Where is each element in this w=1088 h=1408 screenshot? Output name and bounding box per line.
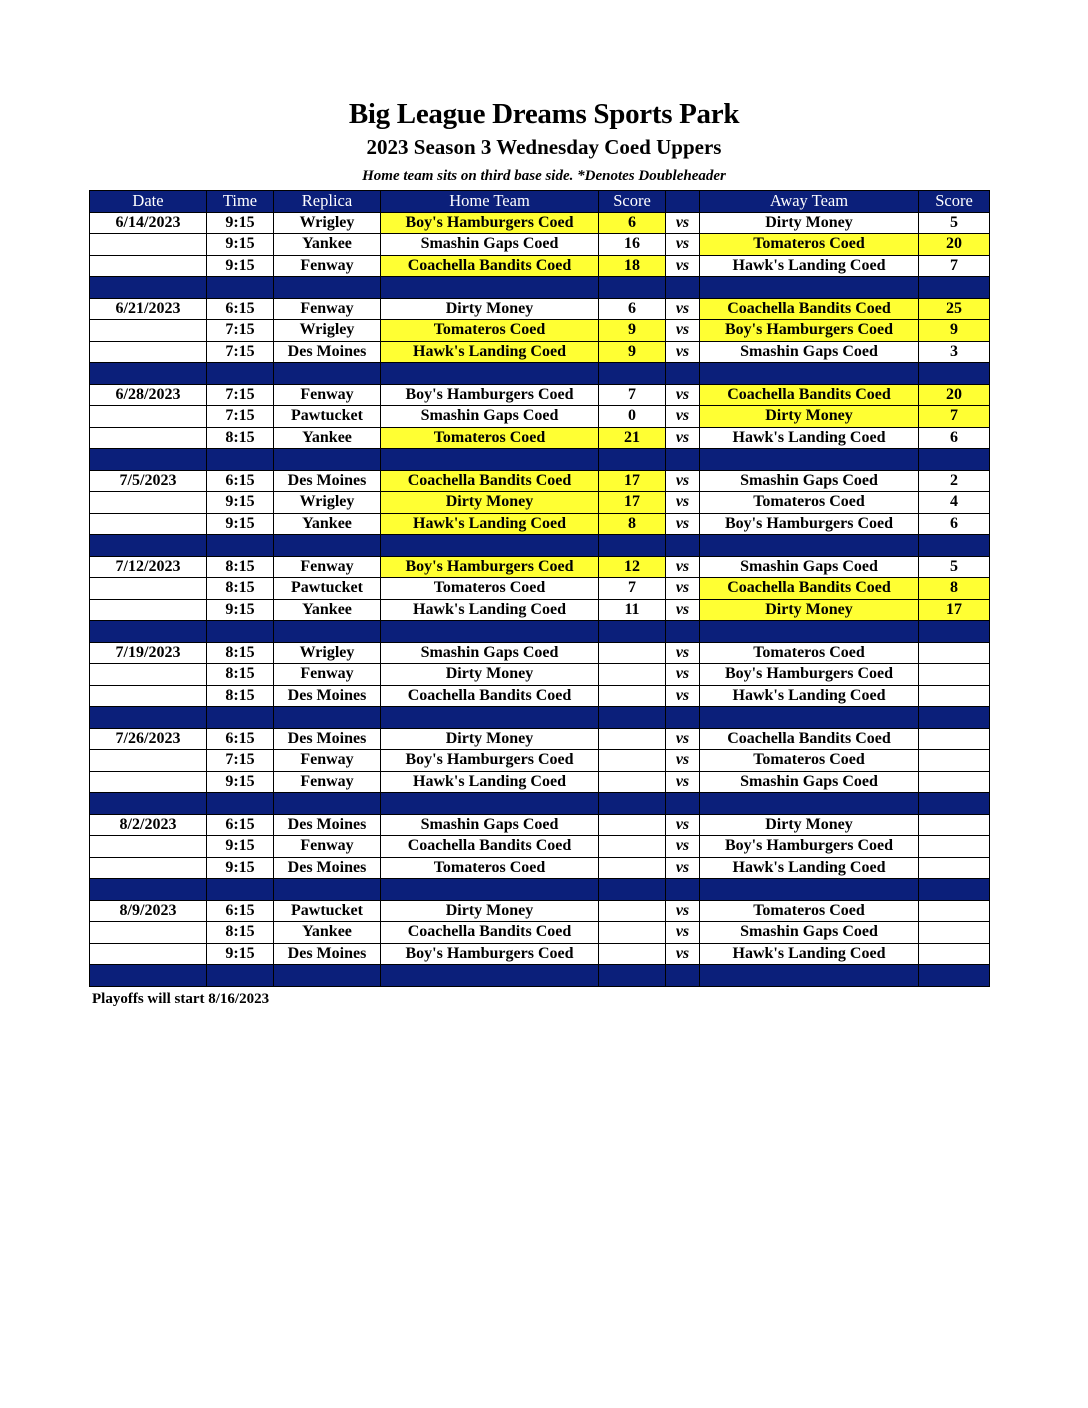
game-replica: Des Moines: [274, 470, 381, 492]
playoffs-note: Playoffs will start 8/16/2023: [92, 991, 270, 1007]
game-date: [90, 406, 207, 428]
game-date: [90, 771, 207, 793]
vs-label: vs: [666, 427, 700, 449]
game-time: 9:15: [207, 513, 274, 535]
away-team: Tomateros Coed: [700, 642, 919, 664]
home-team: Smashin Gaps Coed: [381, 814, 599, 836]
vs-label: vs: [666, 255, 700, 277]
game-replica: Des Moines: [274, 857, 381, 879]
home-team: Dirty Money: [381, 298, 599, 320]
away-team: Coachella Bandits Coed: [700, 384, 919, 406]
away-team: Hawk's Landing Coed: [700, 427, 919, 449]
home-team: Boy's Hamburgers Coed: [381, 943, 599, 965]
week-separator: [90, 449, 990, 471]
game-replica: Wrigley: [274, 212, 381, 234]
game-replica: Fenway: [274, 384, 381, 406]
vs-label: vs: [666, 556, 700, 578]
vs-label: vs: [666, 513, 700, 535]
game-row: [90, 750, 990, 772]
game-time: 8:15: [207, 427, 274, 449]
col-header-away-team: Away Team: [700, 191, 919, 213]
col-header-date: Date: [90, 191, 207, 213]
week-separator: [90, 621, 990, 643]
page-title: Big League Dreams Sports Park: [348, 98, 740, 130]
game-row: [90, 384, 990, 406]
vs-label: vs: [666, 320, 700, 342]
home-score: 7: [599, 384, 666, 406]
away-score: 17: [919, 599, 990, 621]
game-row: [90, 857, 990, 879]
home-score: 16: [599, 234, 666, 256]
home-team: Smashin Gaps Coed: [381, 406, 599, 428]
away-score: 7: [919, 406, 990, 428]
home-team: Boy's Hamburgers Coed: [381, 212, 599, 234]
home-score: 6: [599, 212, 666, 234]
game-row: [90, 836, 990, 858]
game-row: [90, 900, 990, 922]
away-score: [919, 664, 990, 686]
away-team: Dirty Money: [700, 599, 919, 621]
away-team: Dirty Money: [700, 406, 919, 428]
week-separator: [90, 363, 990, 385]
home-score: 21: [599, 427, 666, 449]
game-time: 9:15: [207, 943, 274, 965]
home-team: Coachella Bandits Coed: [381, 922, 599, 944]
game-row: [90, 298, 990, 320]
game-time: 9:15: [207, 255, 274, 277]
home-team: Coachella Bandits Coed: [381, 836, 599, 858]
game-replica: Des Moines: [274, 728, 381, 750]
game-time: 6:15: [207, 728, 274, 750]
away-team: Boy's Hamburgers Coed: [700, 664, 919, 686]
game-date: 7/19/2023: [90, 642, 207, 664]
away-score: 6: [919, 513, 990, 535]
game-time: 7:15: [207, 750, 274, 772]
game-date: [90, 922, 207, 944]
game-date: [90, 492, 207, 514]
game-replica: Fenway: [274, 255, 381, 277]
away-score: 3: [919, 341, 990, 363]
game-time: 7:15: [207, 384, 274, 406]
week-separator: [90, 965, 990, 987]
game-date: 8/9/2023: [90, 900, 207, 922]
game-replica: Des Moines: [274, 814, 381, 836]
vs-label: vs: [666, 728, 700, 750]
game-replica: Wrigley: [274, 492, 381, 514]
week-separator: [90, 535, 990, 557]
game-time: 7:15: [207, 320, 274, 342]
home-score: [599, 900, 666, 922]
game-row: [90, 599, 990, 621]
game-replica: Des Moines: [274, 685, 381, 707]
away-score: 7: [919, 255, 990, 277]
vs-label: vs: [666, 814, 700, 836]
game-replica: Pawtucket: [274, 406, 381, 428]
game-date: [90, 836, 207, 858]
away-score: 25: [919, 298, 990, 320]
game-replica: Wrigley: [274, 642, 381, 664]
away-team: Smashin Gaps Coed: [700, 470, 919, 492]
away-score: [919, 836, 990, 858]
home-score: [599, 814, 666, 836]
away-score: [919, 728, 990, 750]
home-team: Coachella Bandits Coed: [381, 685, 599, 707]
home-score: 7: [599, 578, 666, 600]
game-row: [90, 513, 990, 535]
vs-label: vs: [666, 750, 700, 772]
home-team: Smashin Gaps Coed: [381, 234, 599, 256]
col-header-home-team: Home Team: [381, 191, 599, 213]
vs-label: vs: [666, 922, 700, 944]
home-team: Coachella Bandits Coed: [381, 470, 599, 492]
home-score: 18: [599, 255, 666, 277]
away-score: [919, 685, 990, 707]
header-row: [90, 191, 990, 213]
game-row: [90, 255, 990, 277]
game-date: 7/5/2023: [90, 470, 207, 492]
home-score: 9: [599, 341, 666, 363]
col-header-time: Time: [207, 191, 274, 213]
game-time: 7:15: [207, 341, 274, 363]
vs-label: vs: [666, 836, 700, 858]
game-replica: Fenway: [274, 664, 381, 686]
game-date: 8/2/2023: [90, 814, 207, 836]
vs-label: vs: [666, 900, 700, 922]
game-date: [90, 578, 207, 600]
away-team: Hawk's Landing Coed: [700, 255, 919, 277]
game-replica: Fenway: [274, 750, 381, 772]
game-row: [90, 728, 990, 750]
home-team: Hawk's Landing Coed: [381, 599, 599, 621]
col-header-vs: [666, 191, 700, 213]
game-replica: Yankee: [274, 922, 381, 944]
away-score: [919, 750, 990, 772]
away-team: Coachella Bandits Coed: [700, 298, 919, 320]
game-replica: Pawtucket: [274, 900, 381, 922]
game-time: 6:15: [207, 814, 274, 836]
vs-label: vs: [666, 943, 700, 965]
game-replica: Yankee: [274, 234, 381, 256]
vs-label: vs: [666, 578, 700, 600]
home-score: 6: [599, 298, 666, 320]
home-score: 12: [599, 556, 666, 578]
game-date: 7/12/2023: [90, 556, 207, 578]
week-separator: [90, 277, 990, 299]
home-team: Coachella Bandits Coed: [381, 255, 599, 277]
game-time: 9:15: [207, 771, 274, 793]
away-score: [919, 814, 990, 836]
game-time: 8:15: [207, 578, 274, 600]
game-replica: Pawtucket: [274, 578, 381, 600]
game-date: [90, 513, 207, 535]
game-row: [90, 943, 990, 965]
home-score: [599, 771, 666, 793]
game-date: [90, 341, 207, 363]
game-time: 8:15: [207, 685, 274, 707]
home-score: 17: [599, 470, 666, 492]
away-score: 5: [919, 212, 990, 234]
home-score: [599, 728, 666, 750]
away-team: Tomateros Coed: [700, 750, 919, 772]
away-score: 20: [919, 384, 990, 406]
home-team: Hawk's Landing Coed: [381, 771, 599, 793]
game-row: [90, 664, 990, 686]
game-replica: Fenway: [274, 556, 381, 578]
vs-label: vs: [666, 642, 700, 664]
home-team: Tomateros Coed: [381, 857, 599, 879]
home-team: Hawk's Landing Coed: [381, 513, 599, 535]
game-row: [90, 470, 990, 492]
game-time: 6:15: [207, 470, 274, 492]
away-score: 2: [919, 470, 990, 492]
page-subtitle: 2023 Season 3 Wednesday Coed Uppers: [366, 135, 722, 159]
schedule-table: [89, 190, 990, 987]
game-date: [90, 685, 207, 707]
vs-label: vs: [666, 384, 700, 406]
away-score: [919, 943, 990, 965]
game-replica: Yankee: [274, 513, 381, 535]
col-header-replica: Replica: [274, 191, 381, 213]
home-team: Tomateros Coed: [381, 578, 599, 600]
game-date: [90, 750, 207, 772]
game-date: 6/14/2023: [90, 212, 207, 234]
game-date: [90, 599, 207, 621]
away-team: Smashin Gaps Coed: [700, 556, 919, 578]
game-time: 9:15: [207, 492, 274, 514]
game-time: 8:15: [207, 642, 274, 664]
away-score: 5: [919, 556, 990, 578]
home-score: [599, 943, 666, 965]
game-time: 7:15: [207, 406, 274, 428]
away-score: [919, 857, 990, 879]
game-date: [90, 234, 207, 256]
away-team: Dirty Money: [700, 814, 919, 836]
home-team: Hawk's Landing Coed: [381, 341, 599, 363]
col-header-home-score: Score: [599, 191, 666, 213]
game-date: [90, 664, 207, 686]
game-row: [90, 341, 990, 363]
game-row: [90, 642, 990, 664]
game-replica: Yankee: [274, 599, 381, 621]
away-score: [919, 642, 990, 664]
home-team: Boy's Hamburgers Coed: [381, 384, 599, 406]
home-team: Tomateros Coed: [381, 427, 599, 449]
away-score: 8: [919, 578, 990, 600]
home-score: 11: [599, 599, 666, 621]
vs-label: vs: [666, 341, 700, 363]
away-team: Boy's Hamburgers Coed: [700, 320, 919, 342]
home-score: [599, 685, 666, 707]
away-team: Boy's Hamburgers Coed: [700, 513, 919, 535]
home-score: 0: [599, 406, 666, 428]
game-row: [90, 492, 990, 514]
home-team: Tomateros Coed: [381, 320, 599, 342]
game-date: [90, 943, 207, 965]
game-row: [90, 406, 990, 428]
game-time: 6:15: [207, 900, 274, 922]
home-team: Dirty Money: [381, 492, 599, 514]
away-score: 9: [919, 320, 990, 342]
game-replica: Des Moines: [274, 341, 381, 363]
week-separator: [90, 707, 990, 729]
game-time: 8:15: [207, 664, 274, 686]
away-team: Smashin Gaps Coed: [700, 771, 919, 793]
game-time: 9:15: [207, 599, 274, 621]
home-team: Dirty Money: [381, 728, 599, 750]
game-row: [90, 234, 990, 256]
schedule-body: [90, 212, 990, 986]
away-team: Boy's Hamburgers Coed: [700, 836, 919, 858]
away-score: [919, 922, 990, 944]
game-row: [90, 685, 990, 707]
game-date: [90, 857, 207, 879]
away-team: Hawk's Landing Coed: [700, 857, 919, 879]
game-row: [90, 427, 990, 449]
vs-label: vs: [666, 406, 700, 428]
away-team: Hawk's Landing Coed: [700, 685, 919, 707]
game-time: 6:15: [207, 298, 274, 320]
away-score: [919, 771, 990, 793]
home-score: [599, 750, 666, 772]
away-team: Smashin Gaps Coed: [700, 922, 919, 944]
game-time: 8:15: [207, 556, 274, 578]
vs-label: vs: [666, 599, 700, 621]
vs-label: vs: [666, 771, 700, 793]
game-date: 7/26/2023: [90, 728, 207, 750]
col-header-away-score: Score: [919, 191, 990, 213]
game-replica: Fenway: [274, 836, 381, 858]
game-row: [90, 578, 990, 600]
game-row: [90, 922, 990, 944]
home-team: Dirty Money: [381, 900, 599, 922]
vs-label: vs: [666, 664, 700, 686]
vs-label: vs: [666, 857, 700, 879]
game-row: [90, 556, 990, 578]
week-separator: [90, 793, 990, 815]
game-date: 6/28/2023: [90, 384, 207, 406]
vs-label: vs: [666, 298, 700, 320]
away-team: Tomateros Coed: [700, 900, 919, 922]
game-replica: Fenway: [274, 298, 381, 320]
home-team: Dirty Money: [381, 664, 599, 686]
game-time: 9:15: [207, 857, 274, 879]
game-time: 9:15: [207, 212, 274, 234]
game-row: [90, 212, 990, 234]
game-replica: Yankee: [274, 427, 381, 449]
vs-label: vs: [666, 234, 700, 256]
away-team: Coachella Bandits Coed: [700, 728, 919, 750]
game-replica: Fenway: [274, 771, 381, 793]
away-team: Coachella Bandits Coed: [700, 578, 919, 600]
home-team: Smashin Gaps Coed: [381, 642, 599, 664]
home-score: [599, 836, 666, 858]
game-date: [90, 427, 207, 449]
home-score: 9: [599, 320, 666, 342]
away-team: Tomateros Coed: [700, 492, 919, 514]
game-date: 6/21/2023: [90, 298, 207, 320]
away-score: 6: [919, 427, 990, 449]
home-score: [599, 922, 666, 944]
game-time: 9:15: [207, 234, 274, 256]
away-team: Hawk's Landing Coed: [700, 943, 919, 965]
home-team: Boy's Hamburgers Coed: [381, 556, 599, 578]
home-score: [599, 664, 666, 686]
away-team: Smashin Gaps Coed: [700, 341, 919, 363]
game-replica: Wrigley: [274, 320, 381, 342]
away-score: 20: [919, 234, 990, 256]
week-separator: [90, 879, 990, 901]
vs-label: vs: [666, 685, 700, 707]
game-replica: Des Moines: [274, 943, 381, 965]
vs-label: vs: [666, 470, 700, 492]
home-team: Boy's Hamburgers Coed: [381, 750, 599, 772]
vs-label: vs: [666, 492, 700, 514]
home-score: 8: [599, 513, 666, 535]
home-score: [599, 642, 666, 664]
vs-label: vs: [666, 212, 700, 234]
game-row: [90, 771, 990, 793]
game-row: [90, 320, 990, 342]
away-score: 4: [919, 492, 990, 514]
home-score: [599, 857, 666, 879]
schedule-note: Home team sits on third base side. *Denotes Doubleheader: [362, 168, 726, 184]
game-date: [90, 320, 207, 342]
game-date: [90, 255, 207, 277]
game-row: [90, 814, 990, 836]
home-score: 17: [599, 492, 666, 514]
game-time: 9:15: [207, 836, 274, 858]
away-team: Tomateros Coed: [700, 234, 919, 256]
game-time: 8:15: [207, 922, 274, 944]
away-score: [919, 900, 990, 922]
away-team: Dirty Money: [700, 212, 919, 234]
